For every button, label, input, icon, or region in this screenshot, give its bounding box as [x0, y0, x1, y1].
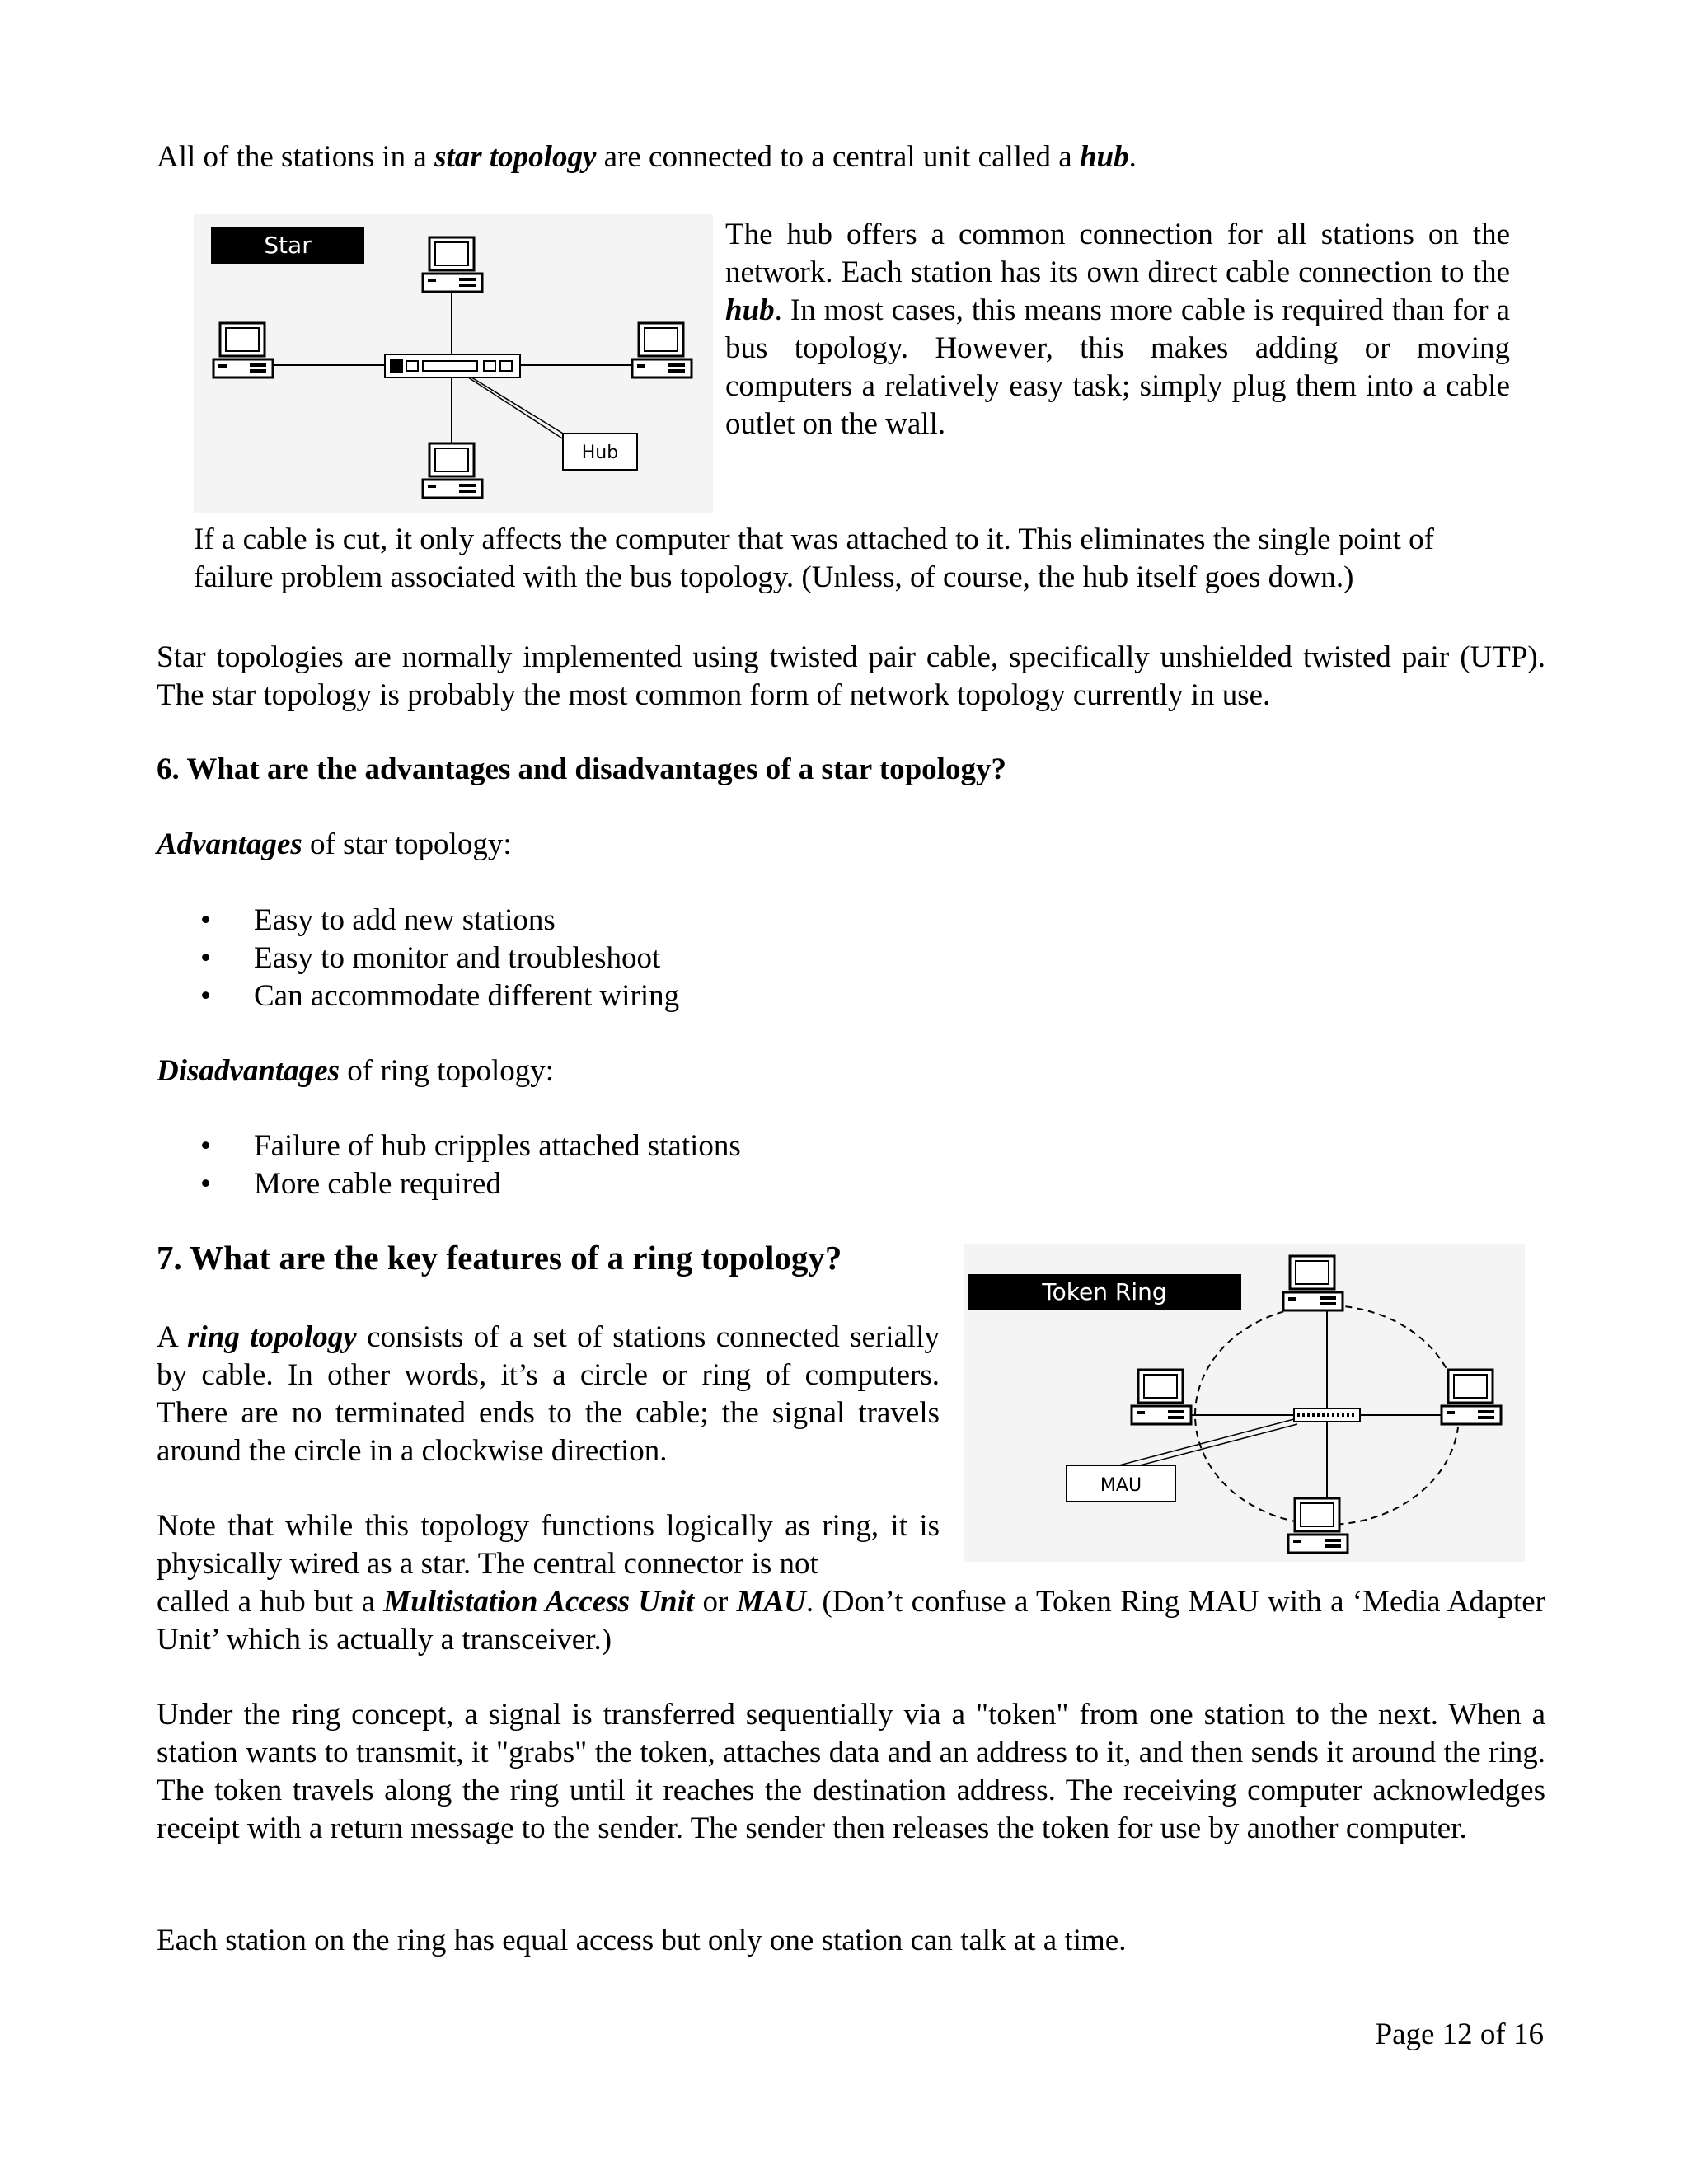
list-item-text: More cable required	[254, 1167, 501, 1201]
token-ring-label: Token Ring	[1042, 1278, 1167, 1305]
hub-paragraph-text-end: . In most cases, this means more cable is required than for a bus topology. However, this makes adding or moving computers a relatively easy task; simply plug them into a cable outlet on the wall.	[725, 293, 1510, 441]
computer-icon	[1288, 1498, 1348, 1553]
cable-cut-paragraph: If a cable is cut, it only affects the computer that was attached to it. This eliminates the single point of failure problem associated with the bus topology. (Unless, of course, the hub itself goes down.)	[194, 523, 1434, 594]
page-number: Page 12 of 16	[1375, 2018, 1544, 2051]
star-topology-term: star topology	[434, 140, 597, 174]
list-item-text: Can accommodate different wiring	[254, 979, 680, 1013]
ring-paragraph-prefix: A	[157, 1320, 188, 1354]
equal-access-paragraph: Each station on the ring has equal access but only one station can talk at a time.	[157, 1924, 1127, 1957]
intro-text-middle: are connected to a central unit called a	[596, 140, 1080, 174]
question-7-heading: 7. What are the key features of a ring topology?	[157, 1239, 842, 1277]
disadvantages-heading	[157, 1052, 554, 1090]
list-item-text: Failure of hub cripples attached stations	[254, 1129, 741, 1163]
ring-paragraph-text: consists of a set of stations connected serially by cable. In other words, it’s a circle or ring of computers. There are no terminated ends to the cable; the signal travels around the circle in a clockwise direction.	[157, 1320, 940, 1468]
hub-label: Hub	[581, 443, 619, 463]
advantages-term: Advantages	[157, 827, 302, 861]
star-topology-figure	[194, 214, 713, 513]
note-paragraph-continued	[157, 1583, 1545, 1659]
multistation-access-unit-term: Multistation Access Unit	[383, 1585, 695, 1619]
utp-paragraph: Star topologies are normally implemented using twisted pair cable, specifically unshielded twisted pair (UTP). The star topology is probably the most common form of network topology currently in use.	[157, 640, 1545, 712]
hub-term: hub	[1079, 140, 1129, 174]
disadvantages-suffix: of ring topology:	[340, 1054, 555, 1088]
computer-icon	[423, 237, 482, 292]
star-label: Star	[264, 232, 312, 259]
disadvantages-list	[157, 1127, 741, 1203]
disadvantages-term: Disadvantages	[157, 1054, 340, 1088]
list-item: • Easy to monitor and troubleshoot	[200, 941, 661, 975]
token-ring-figure	[964, 1244, 1525, 1562]
note-paragraph: Note that while this topology functions logically as ring, it is physically wired as a star. The central connector is not	[157, 1509, 940, 1581]
intro-sentence	[157, 138, 1137, 176]
computer-icon	[423, 443, 482, 498]
mau-label: MAU	[1100, 1475, 1142, 1496]
list-item: • Failure of hub cripples attached stations	[200, 1129, 741, 1163]
list-item-text: Easy to add new stations	[254, 903, 556, 937]
list-item: • More cable required	[200, 1167, 501, 1201]
mau-term: MAU	[736, 1585, 806, 1619]
note-text: called a hub but a	[157, 1585, 384, 1619]
intro-period: .	[1128, 140, 1137, 174]
computer-icon	[213, 323, 273, 377]
computer-icon	[632, 323, 692, 377]
advantages-suffix: of star topology:	[302, 827, 512, 861]
ring-paragraph	[157, 1319, 940, 1470]
note-text-end: . (Don’t confuse a Token Ring MAU with a ‘Media Adapter Unit’ which is actually a transceiver.)	[157, 1585, 1545, 1657]
question-6-heading: 6. What are the advantages and disadvantages of a star topology?	[157, 752, 1006, 786]
ring-topology-term: ring topology	[187, 1320, 357, 1354]
list-item: • Can accommodate different wiring	[200, 979, 680, 1013]
computer-icon	[1132, 1370, 1191, 1424]
list-item-text: Easy to monitor and troubleshoot	[254, 941, 661, 975]
note-or: or	[694, 1585, 737, 1619]
token-paragraph: Under the ring concept, a signal is transferred sequentially via a "token" from one station to the next. When a station wants to transmit, it "grabs" the token, attaches data and an address to it, and then sends it around the ring. The token travels along the ring until it reaches the destination address. The receiving computer acknowledges receipt with a return message to the sender. The sender then releases the token for use by another computer.	[157, 1698, 1545, 1845]
star-diagram	[194, 214, 713, 513]
hub-paragraph	[725, 216, 1510, 443]
computer-icon	[1283, 1256, 1343, 1310]
advantages-heading	[157, 826, 512, 864]
hub-paragraph-text: The hub offers a common connection for all stations on the network. Each station has its own direct cable connection to the	[725, 218, 1510, 289]
intro-text: All of the stations in a	[157, 140, 435, 174]
token-ring-diagram	[964, 1244, 1525, 1562]
computer-icon	[1442, 1370, 1501, 1424]
hub-term: hub	[725, 293, 775, 327]
advantages-list	[157, 902, 679, 1015]
list-item: • Easy to add new stations	[200, 903, 556, 937]
